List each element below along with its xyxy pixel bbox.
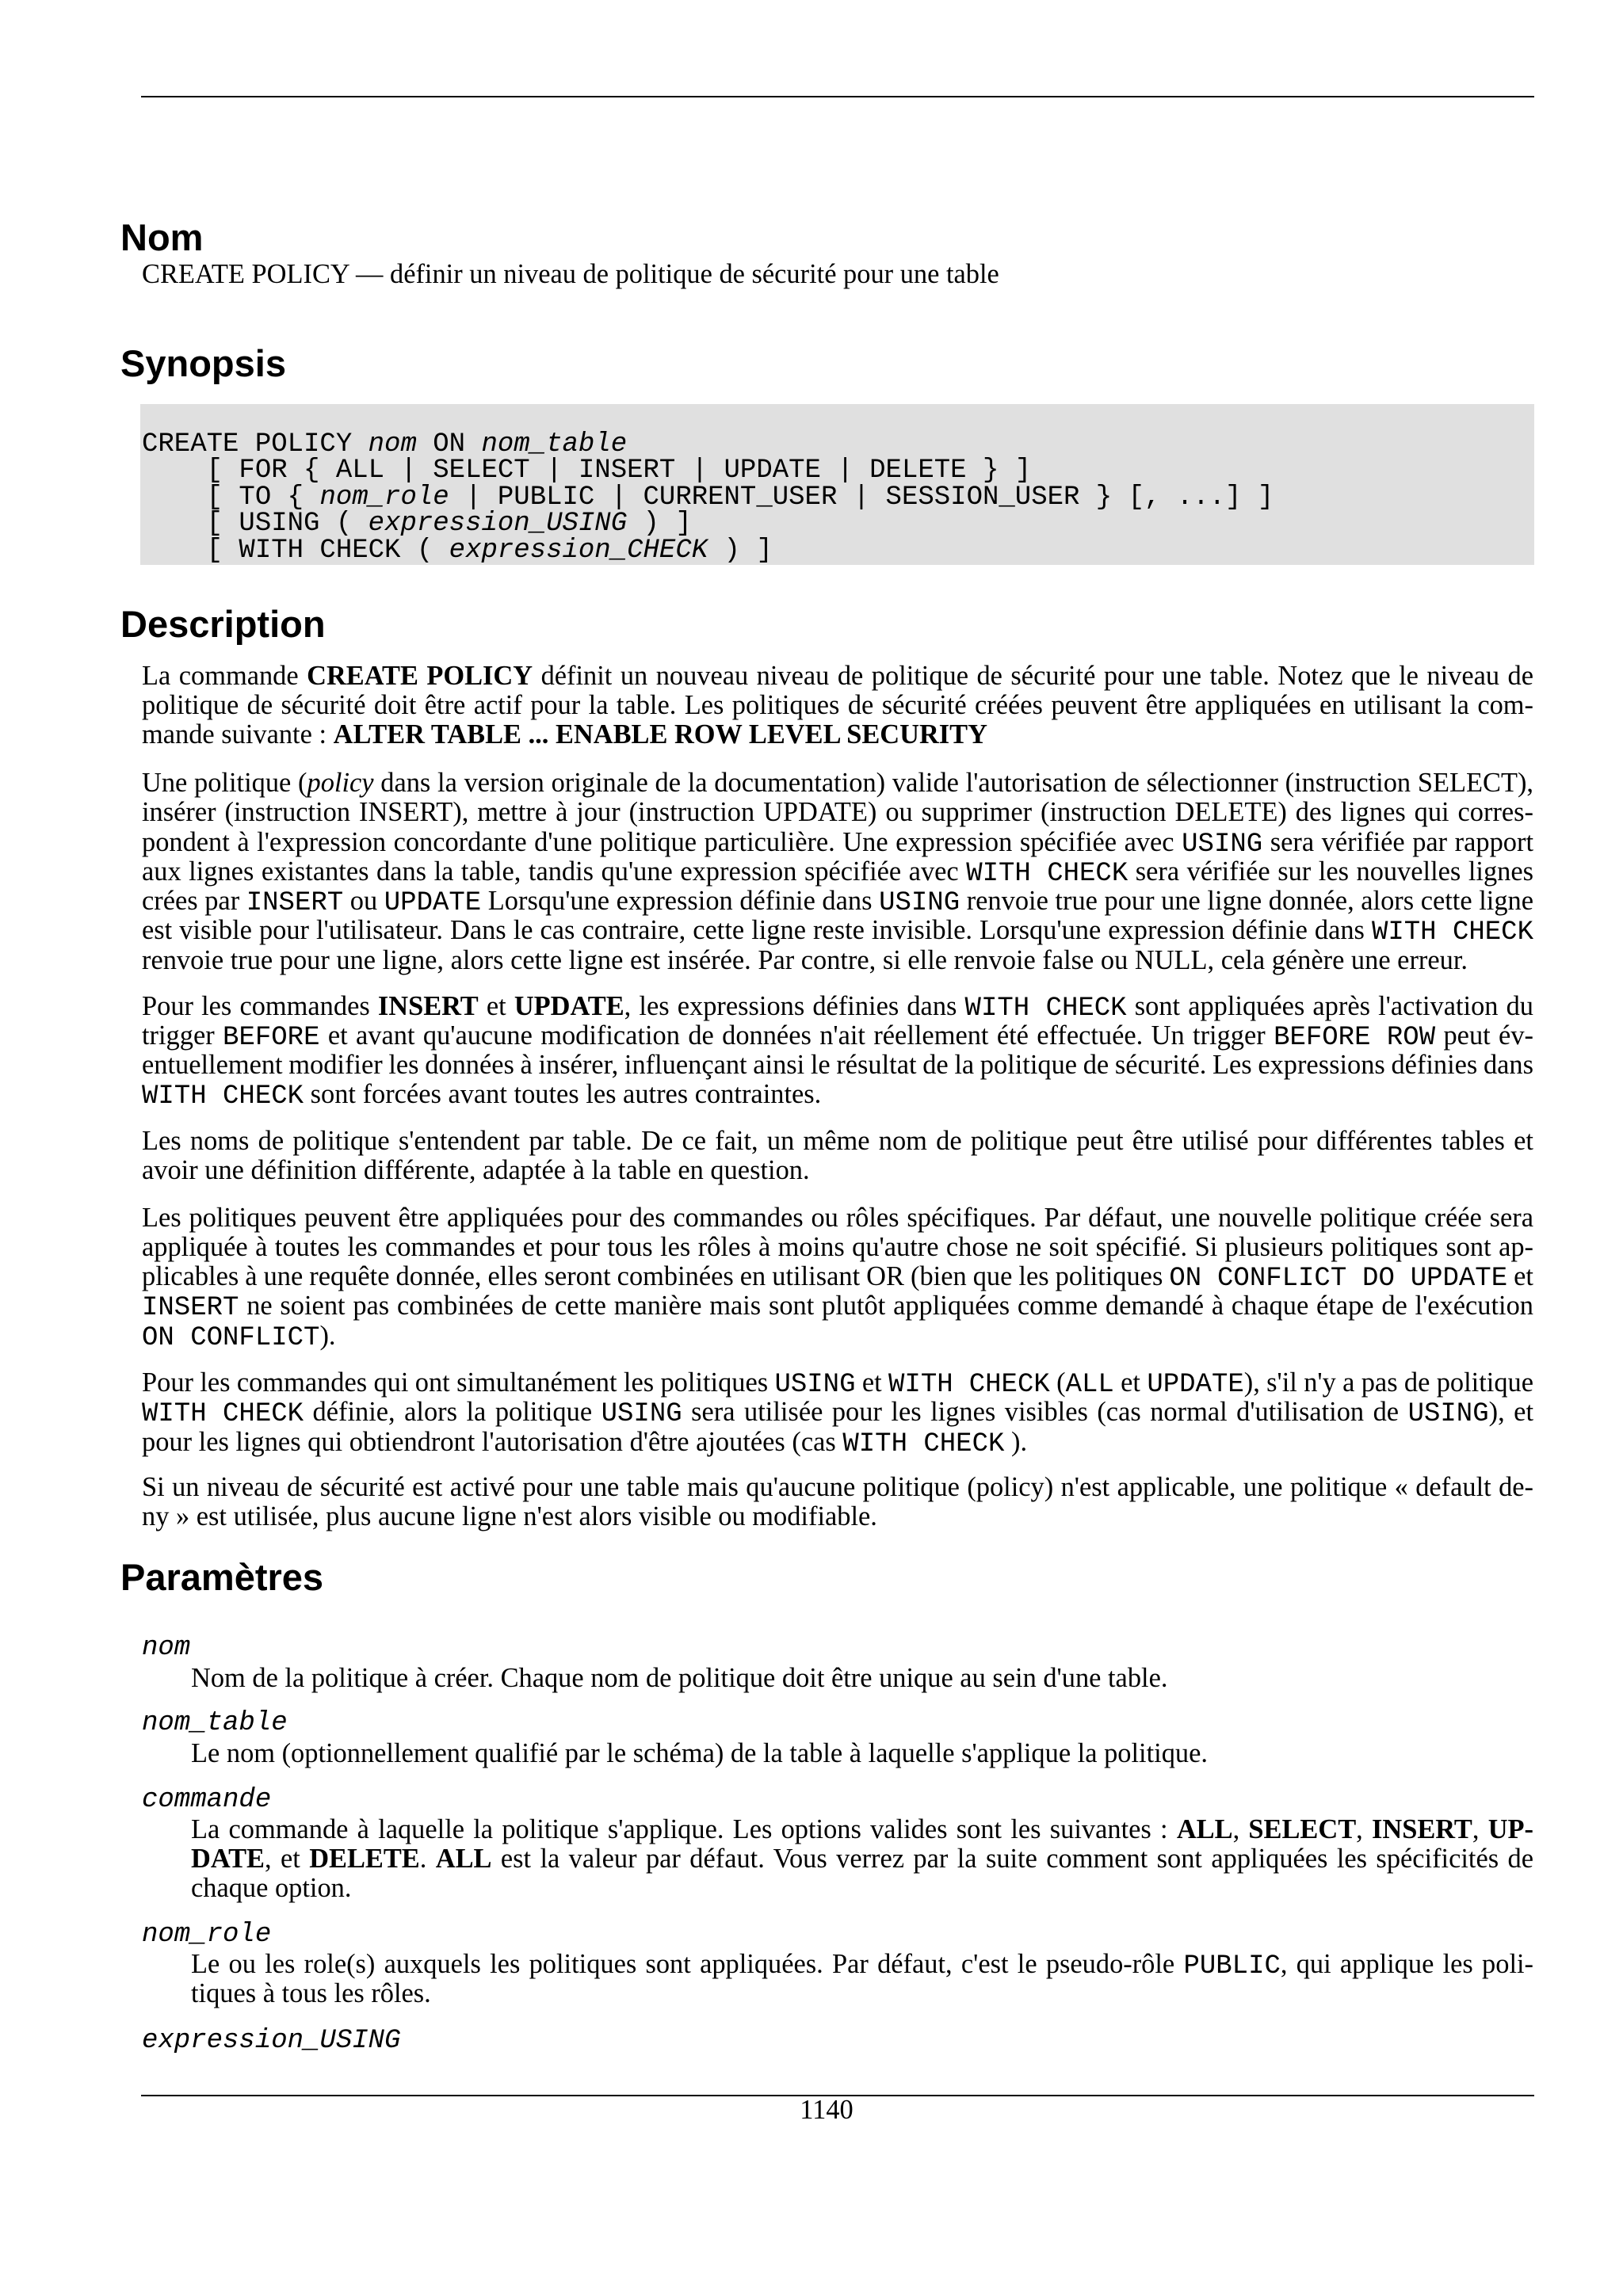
code-line <box>142 458 1274 484</box>
bold-text: ALL <box>435 1843 492 1874</box>
text-run: ). <box>1004 1426 1028 1457</box>
text-run: avoir une définition différente, adaptée à la table en question. <box>142 1154 810 1185</box>
paragraph-line <box>142 1261 1533 1295</box>
paragraph-line <box>142 1502 1533 1531</box>
page-number: 1140 <box>800 2095 854 2125</box>
paragraph-line <box>142 915 1533 948</box>
parameter-term: expression_USING <box>142 2026 401 2056</box>
text-run: ) ] <box>708 535 773 566</box>
inline-code: UPDATE <box>384 888 482 919</box>
inline-code: USING <box>1407 1399 1489 1430</box>
description-paragraph <box>142 769 1533 975</box>
text-run: ), et <box>1488 1397 1534 1428</box>
paragraph-line <box>142 1156 1533 1185</box>
inline-code: WITH CHECK <box>842 1428 1005 1459</box>
refpurpose-text: CREATE POLICY — définir un niveau de politique de sécurité pour une table <box>142 259 999 289</box>
inline-code: WITH CHECK <box>142 1399 304 1430</box>
section-heading-parametres: Paramètres <box>120 1556 324 1598</box>
text-run: ON <box>416 429 482 460</box>
text-run: . <box>419 1843 436 1874</box>
text-run: chaque option. <box>191 1873 352 1904</box>
text-run: , et <box>265 1843 310 1874</box>
inline-code: ON CONFLICT <box>142 1322 320 1353</box>
parameter-line <box>191 1874 1533 1903</box>
italic-text: nom <box>368 429 417 460</box>
inline-code: INSERT <box>246 888 344 919</box>
synopsis-code-lines <box>142 429 1274 566</box>
text-run: politique de sécurité doit être actif pour la table. Les politiques de sécurité créées peuvent être appliquées en utilisant la com- <box>142 689 1533 720</box>
text-run: , qui applique les poli- <box>1280 1948 1534 1979</box>
text-run: ), s'il n'y a pas de politique <box>1243 1367 1534 1398</box>
parameter-line <box>191 1844 1533 1874</box>
paragraph-line <box>142 826 1533 860</box>
text-run: ( <box>1049 1367 1066 1398</box>
text-run: sont appliquées après l'activation du <box>1126 990 1533 1021</box>
text-run: [ USING ( <box>142 509 369 540</box>
inline-code: WITH CHECK <box>966 858 1128 889</box>
text-run: sont forcées avant toutes les autres contraintes. <box>304 1079 822 1110</box>
italic-text: nom_role <box>319 482 449 513</box>
parameter-line <box>191 1664 1533 1693</box>
text-run: CREATE POLICY <box>142 429 369 460</box>
text-run: tiques à tous les rôles. <box>191 1978 431 2008</box>
text-run: est la valeur par défaut. Vous verrez par la suite comment sont appliquées les spécificités de <box>491 1843 1533 1874</box>
parameter-line <box>191 1979 1533 2008</box>
section-heading-description: Description <box>120 603 326 645</box>
text-run: La commande <box>142 660 307 691</box>
code-line <box>142 429 1274 460</box>
paragraph-line <box>142 1127 1533 1156</box>
parameter-term: nom <box>142 1633 191 1663</box>
inline-code: USING <box>879 888 960 919</box>
bold-text: UP- <box>1487 1814 1534 1844</box>
paragraph-line <box>142 798 1533 827</box>
italic-text: nom_table <box>481 429 628 460</box>
paragraph-line <box>142 1079 1533 1112</box>
text-run: | PUBLIC | CURRENT_USER | SESSION_USER } [, ...] ] <box>449 482 1274 513</box>
text-run: peut év- <box>1435 1020 1533 1051</box>
inline-code: BEFORE <box>223 1022 320 1053</box>
bold-text: ALL <box>1176 1814 1233 1844</box>
parameter-description <box>191 1739 1533 1768</box>
text-run: Les politiques peuvent être appliquées pour des commandes ou rôles spécifiques. Par défaut, une nouvelle politique créée sera <box>142 1202 1533 1233</box>
description-paragraph <box>142 992 1533 1110</box>
synopsis-code-block <box>140 404 1534 565</box>
paragraph-line <box>142 946 1533 975</box>
text-run: dans la version originale de la documentation) valide l'autorisation de sélectionner (instruction SELECT), <box>373 768 1533 798</box>
text-run: Les noms de politique s'entendent par table. De ce fait, un même nom de politique peut être utilisé pour différentes tables et <box>142 1125 1533 1156</box>
text-run: et <box>1507 1261 1533 1292</box>
inline-code: INSERT <box>142 1293 239 1324</box>
bold-text: UPDATE <box>514 990 624 1021</box>
text-run: appliquée à toutes les commandes et pour tous les rôles à moins qu'autre chose ne soit spécifié. Si plusieurs politiques sont ap- <box>142 1231 1533 1262</box>
text-run: mande suivante : <box>142 719 334 750</box>
parameter-line <box>191 1815 1533 1844</box>
section-heading-synopsis: Synopsis <box>120 342 286 384</box>
paragraph-line <box>142 769 1533 798</box>
text-run: et <box>1113 1367 1148 1398</box>
paragraph-line <box>142 1397 1534 1430</box>
inline-code: WITH CHECK <box>1371 917 1533 948</box>
paragraph-line <box>142 1021 1533 1051</box>
parameter-description <box>191 1950 1533 2009</box>
text-run: pour les lignes qui obtiendront l'autorisation d'être ajoutées (cas <box>142 1426 843 1457</box>
parameter-term: nom_role <box>142 1920 272 1950</box>
description-paragraph <box>142 1473 1533 1532</box>
text-run: [ TO { <box>142 482 320 513</box>
text-run: pondent à l'expression concordante d'une politique particulière. Une expression spécifiée avec <box>142 826 1182 857</box>
text-run: ) ] <box>627 509 692 540</box>
text-run: , <box>1232 1814 1249 1844</box>
description-paragraph <box>142 662 1533 750</box>
parameter-line <box>191 1739 1533 1768</box>
text-run: Si un niveau de sécurité est activé pour une table mais qu'aucune politique (policy) n'est applicable, une politique « default de- <box>142 1471 1533 1502</box>
paragraph-line <box>142 990 1533 1024</box>
bold-text: SELECT <box>1248 1814 1357 1844</box>
text-run: sera vérifiée par rapport <box>1262 826 1533 857</box>
bold-text: ALTER TABLE ... ENABLE ROW LEVEL SECURITY <box>333 719 987 750</box>
text-run: insérer (instruction INSERT), mettre à jour (instruction UPDATE) ou supprimer (instruction DELETE) des lignes qui corres- <box>142 797 1533 828</box>
code-line <box>142 509 1274 540</box>
text-run: et avant qu'aucune modification de données n'ait réellement été effectuée. Un trigger <box>319 1020 1274 1051</box>
text-run: Nom de la politique à créer. Chaque nom de politique doit être unique au sein d'une table. <box>191 1662 1168 1693</box>
text-run: , <box>1472 1814 1488 1844</box>
paragraph-line <box>142 1291 1533 1324</box>
text-run: Le nom (optionnellement qualifié par le schéma) de la table à laquelle s'applique la politique. <box>191 1737 1208 1768</box>
parameter-line <box>191 1950 1533 1979</box>
paragraph-line <box>142 1473 1533 1502</box>
paragraph-line <box>142 1203 1533 1233</box>
inline-code: WITH CHECK <box>964 993 1127 1024</box>
bold-text: INSERT <box>1372 1814 1472 1844</box>
bold-text: CREATE POLICY <box>307 660 533 691</box>
inline-code: ALL <box>1065 1370 1114 1400</box>
text-run: aux lignes existantes dans la table, tandis qu'une expression spécifiée avec <box>142 856 967 887</box>
text-run: trigger <box>142 1020 223 1051</box>
bold-text: INSERT <box>377 990 479 1021</box>
inline-code: WITH CHECK <box>142 1081 304 1112</box>
text-run: , les expressions définies dans <box>624 990 965 1021</box>
inline-code: USING <box>601 1399 682 1430</box>
paragraph-line <box>142 857 1533 887</box>
text-run: Pour les commandes <box>142 990 378 1021</box>
text-run: définie, alors la politique <box>304 1397 601 1428</box>
bold-text: DATE <box>191 1843 265 1874</box>
text-run: renvoie true pour une ligne, alors cette ligne est insérée. Par contre, si elle renvoie false ou NULL, cela génère une erreur. <box>142 944 1468 975</box>
parameter-term: commande <box>142 1785 272 1815</box>
paragraph-line <box>142 1233 1533 1262</box>
text-run: Lorsqu'une expression définie dans <box>481 886 880 917</box>
text-run: [ FOR { ALL | SELECT | INSERT | UPDATE | DELETE } ] <box>142 456 1032 486</box>
text-run: ne soient pas combinées de cette manière mais sont plutôt appliquées comme demandé à chaque étape de l'exécution <box>239 1291 1533 1322</box>
inline-code: UPDATE <box>1147 1370 1244 1400</box>
description-paragraph <box>142 1368 1533 1457</box>
description-paragraph <box>142 1203 1533 1351</box>
italic-text: policy <box>307 768 374 798</box>
paragraph-line <box>142 1368 1533 1398</box>
parameter-description <box>191 1664 1533 1693</box>
text-run: est visible pour l'utilisateur. Dans le cas contraire, cette ligne reste invisible. Lorsqu'une expression définie dans <box>142 915 1372 946</box>
inline-code: USING <box>774 1370 856 1400</box>
paragraph-line <box>142 886 1533 919</box>
text-run: plicables à une requête donnée, elles seront combinées en utilisant OR (bien que les politiques <box>142 1261 1170 1292</box>
paragraph-line <box>142 1428 1533 1457</box>
header-rule <box>141 96 1534 97</box>
text-run: [ WITH CHECK ( <box>142 535 449 566</box>
parameter-description <box>191 1815 1533 1904</box>
text-run: Une politique ( <box>142 768 307 798</box>
inline-code: ON CONFLICT DO UPDATE <box>1169 1264 1508 1295</box>
text-run: ou <box>343 886 384 917</box>
italic-text: expression_CHECK <box>449 535 708 566</box>
paragraph-line <box>142 662 1533 691</box>
text-run: renvoie true pour une ligne donnée, alors cette ligne <box>960 886 1533 917</box>
paragraph-line <box>142 1322 1533 1351</box>
text-run: sera vérifiée sur les nouvelles lignes <box>1128 856 1533 887</box>
bold-text: DELETE <box>309 1843 420 1874</box>
parameter-term: nom_table <box>142 1708 288 1738</box>
code-line <box>142 535 1274 566</box>
section-heading-nom: Nom <box>120 216 204 258</box>
text-run: crées par <box>142 886 246 917</box>
text-run: La commande à laquelle la politique s'applique. Les options valides sont les suivantes : <box>191 1814 1177 1844</box>
inline-code: PUBLIC <box>1183 1951 1281 1981</box>
text-run: définit un nouveau niveau de politique de sécurité pour une table. Notez que le niveau de <box>533 660 1533 691</box>
text-run: sera utilisée pour les lignes visibles (cas normal d'utilisation de <box>682 1397 1408 1428</box>
text-run: et <box>478 990 514 1021</box>
inline-code: WITH CHECK <box>888 1370 1050 1400</box>
text-run: ny » est utilisée, plus aucune ligne n'est alors visible ou modifiable. <box>142 1501 877 1531</box>
text-run: entuellement modifier les données à insérer, influençant ainsi le résultat de la politique de sécurité. Les expressions définies dans <box>142 1050 1533 1081</box>
text-run: , <box>1356 1814 1372 1844</box>
text-run: et <box>855 1367 889 1398</box>
paragraph-line <box>142 691 1533 720</box>
inline-code: BEFORE ROW <box>1274 1022 1436 1053</box>
text-run: Le ou les role(s) auxquels les politiques sont appliquées. Par défaut, c'est le pseudo-rôle <box>191 1948 1184 1979</box>
paragraph-line <box>142 720 1533 749</box>
text-run: Pour les commandes qui ont simultanément les politiques <box>142 1367 775 1398</box>
code-line <box>142 482 1274 513</box>
paragraph-line <box>142 1051 1533 1080</box>
text-run: ). <box>319 1320 336 1351</box>
inline-code: USING <box>1182 829 1263 860</box>
description-paragraph <box>142 1127 1533 1186</box>
italic-text: expression_USING <box>368 509 628 540</box>
